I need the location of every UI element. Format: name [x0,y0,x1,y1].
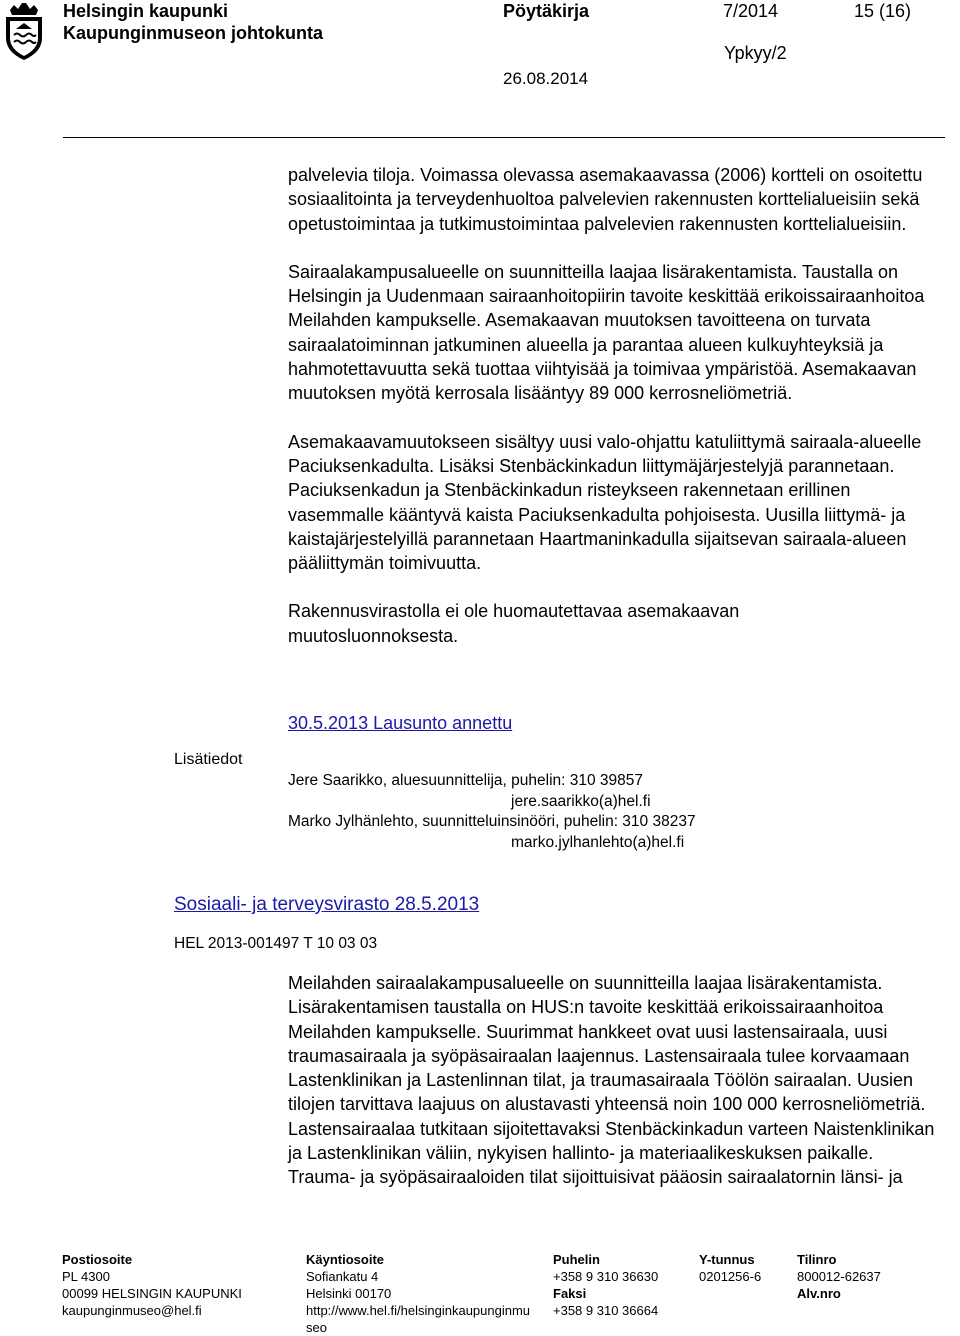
footer-website: http://www.hel.fi/helsinginkaupunginmu [306,1303,531,1318]
section2-title-link[interactable]: Sosiaali- ja terveysvirasto 28.5.2013 [174,894,480,915]
paragraph-3: Asemakaavamuutokseen sisältyy uusi valo-ohjattu katuliittymä sairaala-alueelle Paciuksenkadulta. Lisäksi Stenbäckinkadun liittymäjärjestelyjä parannetaan. Paciuksenkadun ja Stenbäckinkadun risteykseen rakennetaan erillinen vasemmalle kääntyvä kaista Paciuksenkadulta pohjoisesta. Uusilla liittymä- ja kaistajärjestelyillä parannetaan Haartmaninkadulla sijaitsevan sairaala-alueen pääliittymän toimivuutta. [288,431,922,574]
paragraph-2: Sairaalakampusalueelle on suunnitteilla laajaa lisärakentamista. Taustalla on Helsingin ja Uudenmaan sairaanhoitopiirin tavoite keskittää erikoissairaanhoitoa Meilahden kampukselle. Asemakaavan muutoksen tavoitteena on turvata sairaalatoiminnan jatkuminen alueella ja parantaa alueen kulkuyhteyksiä ja hahmotettavuutta sekä tuottaa viihtyisää ja toimivaa ympäristöä. Asemakaavan muutoksen myötä kerrosala lisääntyy 89 000 kerrosneliömetriä. [288,261,925,404]
contact-2-email: marko.jylhanlehto(a)hel.fi [511,834,685,851]
footer-visiting-street: Sofiankatu 4 [306,1269,379,1284]
city-name: Helsingin kaupunki [63,1,229,21]
lisatiedot-label: Lisätiedot [174,751,243,768]
footer-account [797,1251,881,1302]
main-body [288,163,943,648]
footer-phone [553,1251,658,1319]
contact-2: Marko Jylhänlehto, suunnitteluinsinööri, puhelin: 310 38237 [288,813,696,830]
meeting-date: 26.08.2014 [503,69,589,88]
footer-postal [62,1251,242,1319]
footer-visiting-heading: Käyntiosoite [306,1252,385,1267]
footer-visiting [306,1251,530,1336]
footer-website-cont: seo [306,1320,327,1335]
paragraph-1: palvelevia tiloja. Voimassa olevassa asemakaavassa (2006) kortteli on osoitettu sosiaalitointa ja terveydenhuoltoa palvelevien rakennusten korttelialueisiin sekä opetustoimintaa ja tutkimustoimintaa palvelevien rakennusten korttelialueisiin. [288,165,923,234]
footer-fax-number: +358 9 310 36664 [553,1303,659,1318]
footer-vat-heading: Alv.nro [797,1286,841,1301]
footer-account-value: 800012-62637 [797,1269,881,1284]
footer-phone-number: +358 9 310 36630 [553,1269,659,1284]
paragraph-4: Rakennusvirastolla ei ole huomautettavaa asemakaavan muutosluonnoksesta. [288,601,740,646]
helsinki-crest-logo [2,2,46,62]
section2-paragraph: Meilahden sairaalakampusalueelle on suunnitteilla laajaa lisärakentamista. Lisärakentamisen taustalla on HUS:n tavoite keskittää erikoissairaanhoitoa Meilahden kampukselle. Suurimmat hankkeet ovat uusi lastensairaala, uusi traumasairaala ja syöpäsairaalan laajennus. Lastensairaala tulee korvaamaan Lastenklinikan ja Lastenlinnan tilat, ja traumasairaala Töölön sairaalan. Uusien tilojen tarvittava laajuus on alustavasti yhteensä noin 100 000 kerrosneliömetriä. Lastensairaalaa tutkitaan sijoitettavaksi Stenbäckinkadun varteen Naistenklinikan ja Lastenklinikan väliin, nykyisen hallinto- ja materiaalikeskuksen paikalle. Trauma- ja syöpäsairaaloiden tilat sijoittuisivat pääosin sairaalatornin länsi- ja [288,973,935,1188]
section2-reference: HEL 2013-001497 T 10 03 03 [174,935,378,952]
footer-postal-heading: Postiosoite [62,1252,133,1267]
footer-postal-city: 00099 HELSINGIN KAUPUNKI [62,1286,242,1301]
contact-1-email: jere.saarikko(a)hel.fi [511,793,651,810]
footer-account-heading: Tilinro [797,1252,837,1267]
document-number: 7/2014 [723,1,779,21]
contact-1: Jere Saarikko, aluesuunnittelija, puhelin: 310 39857 [288,772,644,789]
board-name: Kaupunginmuseon johtokunta [63,23,323,43]
footer-phone-heading: Puhelin [553,1252,600,1267]
footer-business-id-value: 0201256-6 [699,1269,762,1284]
footer-visiting-city: Helsinki 00170 [306,1286,392,1301]
footer-business-id-heading: Y-tunnus [699,1252,755,1267]
footer-email: kaupunginmuseo@hel.fi [62,1303,202,1318]
header-divider [63,137,945,138]
footer-business-id [699,1251,761,1285]
section-code: Ypkyy/2 [724,43,787,63]
document-type: Pöytäkirja [503,1,590,21]
lausunto-link[interactable]: 30.5.2013 Lausunto annettu [288,713,513,733]
footer-postal-box: PL 4300 [62,1269,110,1284]
footer-fax-heading: Faksi [553,1286,587,1301]
page-number: 15 (16) [854,1,912,21]
